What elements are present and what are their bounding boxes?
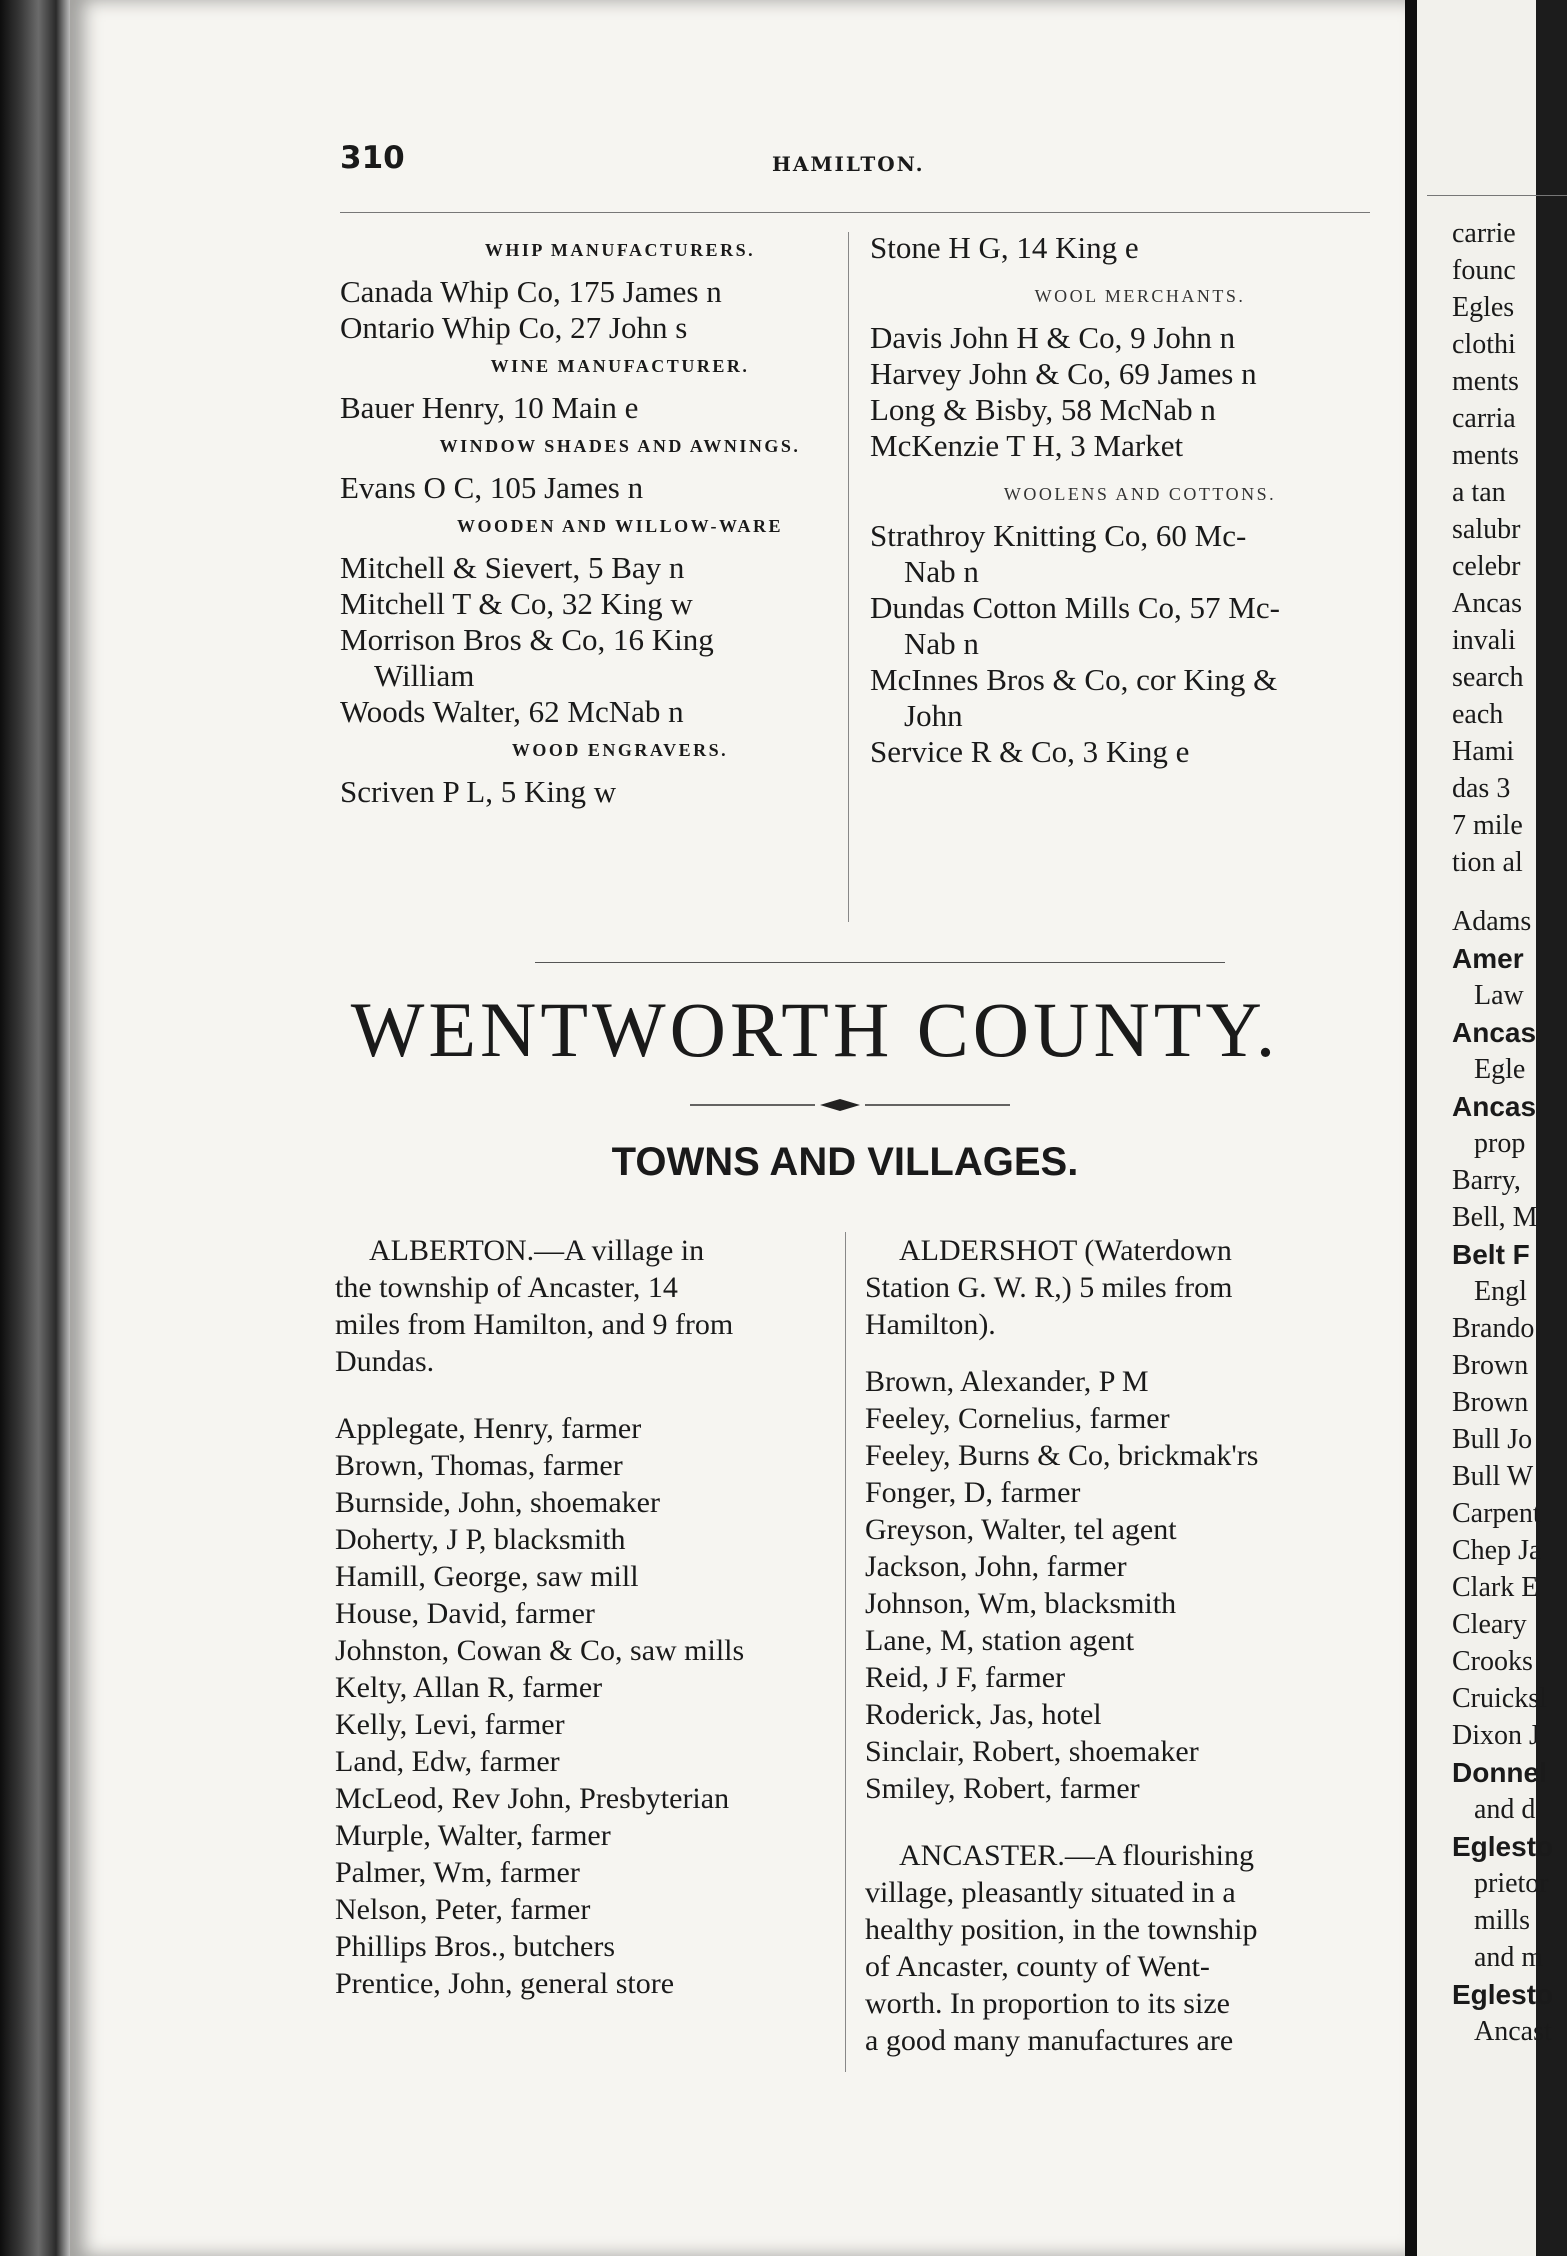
section-heading: WINE MANUFACTURER. (490, 356, 750, 376)
next-page-line: Ancas (1452, 588, 1522, 619)
next-page-line: Law (1474, 980, 1524, 1011)
next-page-line: Engl (1474, 1276, 1527, 1307)
next-page-line: Brown (1452, 1387, 1529, 1418)
next-page-line: Chep Ja (1452, 1535, 1542, 1566)
book-binding (0, 0, 70, 2256)
resident-entry: Applegate, Henry, farmer (335, 1412, 642, 1445)
next-page-line: prietor (1474, 1868, 1549, 1899)
directory-entry-continued: Nab n (904, 554, 979, 589)
next-page-line: search (1452, 662, 1524, 693)
resident-entry: Sinclair, Robert, shoemaker (865, 1735, 1199, 1768)
next-page-line: salubr (1452, 514, 1521, 545)
next-page-line: ments (1452, 440, 1519, 471)
next-page-line: a tan (1452, 477, 1506, 508)
alberton-intro-line: ALBERTON.—A village in (369, 1234, 705, 1267)
left-column (340, 230, 900, 810)
next-page-line: founc (1452, 255, 1516, 286)
section-rule (535, 962, 1225, 963)
directory-entry: Dundas Cotton Mills Co, 57 Mc- (870, 590, 1280, 625)
resident-entry: Feeley, Cornelius, farmer (865, 1402, 1170, 1435)
ancaster-intro-line: village, pleasantly situated in a (865, 1876, 1236, 1909)
next-page-line: and m (1474, 1942, 1544, 1973)
aldershot-intro-line: Station G. W. R,) 5 miles from (865, 1271, 1233, 1304)
section-heading: WOODEN AND WILLOW-WARE (456, 516, 784, 536)
section-heading: WINDOW SHADES AND AWNINGS. (439, 436, 801, 456)
ornament-divider (690, 1095, 1010, 1115)
alberton-intro-line: miles from Hamilton, and 9 from (335, 1308, 734, 1341)
directory-entry: Mitchell & Sievert, 5 Bay n (340, 550, 685, 585)
directory-entry: Davis John H & Co, 9 John n (870, 320, 1236, 355)
resident-entry: Prentice, John, general store (335, 1967, 675, 2000)
next-page-line: Clark E (1452, 1572, 1539, 1603)
next-page-lines (1452, 215, 1553, 2050)
directory-entry: Long & Bisby, 58 McNab n (870, 392, 1216, 427)
section-whip (340, 236, 900, 346)
page-gutter (1405, 0, 1417, 2256)
next-page-line: prop (1474, 1128, 1526, 1159)
next-page-line: and d (1474, 1794, 1536, 1825)
ancaster-intro-line: a good many manufactures are (865, 2024, 1234, 2057)
next-page-line: Brown (1452, 1350, 1529, 1381)
section-window-shades (340, 432, 900, 506)
resident-entry: Feeley, Burns & Co, brickmak'rs (865, 1439, 1259, 1472)
next-page-line: tion al (1452, 847, 1523, 878)
aldershot-section (865, 1232, 1405, 2059)
resident-entry: Doherty, J P, blacksmith (335, 1523, 626, 1556)
resident-entry: Smiley, Robert, farmer (865, 1772, 1140, 1805)
directory-entry-continued: Nab n (904, 626, 979, 661)
next-page-line: ments (1452, 366, 1519, 397)
directory-entry: Morrison Bros & Co, 16 King (340, 622, 714, 657)
resident-entry: Brown, Thomas, farmer (335, 1449, 623, 1482)
next-page-line: invali (1452, 625, 1516, 656)
next-page-line: Ancas (1452, 1017, 1537, 1048)
next-page-line: Ancas (1452, 1091, 1537, 1122)
next-page-line: Bull W (1452, 1461, 1534, 1492)
directory-entry: Scriven P L, 5 King w (340, 774, 617, 809)
resident-entry: Johnson, Wm, blacksmith (865, 1587, 1177, 1620)
next-page-line: carria (1452, 403, 1516, 434)
resident-entry: Johnston, Cowan & Co, saw mills (335, 1634, 745, 1667)
next-page-line: Cruicksl (1452, 1683, 1547, 1714)
aldershot-intro-line: ALDERSHOT (Waterdown (899, 1234, 1232, 1267)
directory-entry: McKenzie T H, 3 Market (870, 428, 1184, 463)
resident-entry: House, David, farmer (335, 1597, 595, 1630)
right-column (870, 230, 1410, 770)
resident-entry: Kelty, Allan R, farmer (335, 1671, 603, 1704)
resident-entry: Kelly, Levi, farmer (335, 1708, 565, 1741)
ancaster-intro-line: worth. In proportion to its size (865, 1987, 1230, 2020)
resident-entry: Brown, Alexander, P M (865, 1365, 1149, 1398)
resident-entry: Greyson, Walter, tel agent (865, 1513, 1177, 1546)
next-page-line: mills (1474, 1905, 1531, 1936)
directory-entry: Evans O C, 105 James n (340, 470, 644, 505)
next-page-line: Barry, (1452, 1165, 1521, 1196)
section-woolens-cottons (870, 480, 1410, 770)
section-heading: WOOLENS AND COTTONS. (1003, 484, 1277, 504)
aldershot-intro-line: Hamilton). (865, 1308, 996, 1341)
next-page-line: each (1452, 699, 1504, 730)
alberton-intro-line: Dundas. (335, 1345, 435, 1378)
book-page (70, 0, 1405, 2256)
next-page-line: Eglesto (1452, 1979, 1554, 2010)
directory-entry-continued: William (374, 658, 475, 693)
section-wooden-ware (340, 512, 900, 730)
next-page-fragment (1417, 0, 1554, 2256)
directory-entry: McInnes Bros & Co, cor King & (870, 662, 1278, 697)
next-page-line: Ancast (1474, 2016, 1552, 2047)
aldershot-residents (865, 1363, 1405, 1807)
resident-entry: Phillips Bros., butchers (335, 1930, 616, 1963)
resident-entry: Burnside, John, shoemaker (335, 1486, 660, 1519)
next-page-line: Eglesto (1452, 1831, 1554, 1862)
alberton-section (335, 1232, 845, 2002)
ancaster-intro-line: healthy position, in the township (865, 1913, 1258, 1946)
resident-entry: Murple, Walter, farmer (335, 1819, 611, 1852)
resident-entry: Lane, M, station agent (865, 1624, 1135, 1657)
next-page-line: Adams (1452, 906, 1532, 937)
section-wool-merchants (870, 282, 1410, 464)
directory-entry: Stone H G, 14 King e (870, 230, 1139, 265)
directory-entry: Woods Walter, 62 McNab n (340, 694, 684, 729)
resident-entry: Land, Edw, farmer (335, 1745, 560, 1778)
next-page-line: Crooks (1452, 1646, 1533, 1677)
directory-entry: Bauer Henry, 10 Main e (340, 390, 639, 425)
directory-entry: Service R & Co, 3 King e (870, 734, 1190, 769)
resident-entry: McLeod, Rev John, Presbyterian (335, 1782, 730, 1815)
ancaster-intro-line: ANCASTER.—A flourishing (899, 1839, 1255, 1872)
next-page-line: Egle (1474, 1054, 1526, 1085)
next-page-line: Donnel (1452, 1757, 1547, 1788)
resident-entry: Jackson, John, farmer (865, 1550, 1127, 1583)
running-title: HAMILTON. (772, 152, 925, 176)
alberton-residents (335, 1410, 845, 2002)
page-number: 310 (340, 140, 405, 176)
next-page-line: das 3 (1452, 773, 1511, 804)
next-page-line: carrie (1452, 218, 1516, 249)
next-page-line: Hami (1452, 736, 1515, 767)
header-rule (340, 212, 1370, 213)
next-page-line: celebr (1452, 551, 1521, 582)
section-heading: WOOD ENGRAVERS. (511, 740, 729, 760)
ancaster-intro (865, 1837, 1405, 2059)
next-page-rule (1427, 195, 1567, 196)
next-page-line: Egles (1452, 292, 1515, 323)
resident-entry: Fonger, D, farmer (865, 1476, 1081, 1509)
next-page-line: 7 mile (1452, 810, 1523, 841)
county-title: WENTWORTH COUNTY. (350, 986, 1280, 1073)
alberton-intro-line: the township of Ancaster, 14 (335, 1271, 678, 1304)
towns-villages-heading: TOWNS AND VILLAGES. (611, 1140, 1079, 1184)
resident-entry: Roderick, Jas, hotel (865, 1698, 1102, 1731)
section-wood-engravers (340, 736, 900, 810)
resident-entry: Reid, J F, farmer (865, 1661, 1066, 1694)
next-page-line: Brando (1452, 1313, 1535, 1344)
next-page-line: Bell, M (1452, 1202, 1538, 1233)
next-page-line: Cleary (1452, 1609, 1527, 1640)
next-page-line: Bull Jo (1452, 1424, 1533, 1455)
next-page-line: clothi (1452, 329, 1516, 360)
column-divider (848, 232, 849, 922)
section-heading: WHIP MANUFACTURERS. (484, 240, 756, 260)
next-page-line: Dixon J (1452, 1720, 1540, 1751)
next-page-line: Belt F (1452, 1239, 1530, 1270)
directory-entry: Mitchell T & Co, 32 King w (340, 586, 693, 621)
section-heading: WOOL MERCHANTS. (1034, 286, 1246, 306)
column-divider (845, 1232, 846, 2072)
directory-entry-continued: John (904, 698, 963, 733)
next-page-line: Carpent (1452, 1498, 1541, 1529)
resident-entry: Palmer, Wm, farmer (335, 1856, 580, 1889)
directory-entry: Harvey John & Co, 69 James n (870, 356, 1257, 391)
ancaster-intro-line: of Ancaster, county of Went- (865, 1950, 1210, 1983)
next-page-line: Amer (1452, 943, 1524, 974)
resident-entry: Hamill, George, saw mill (335, 1560, 639, 1593)
resident-entry: Nelson, Peter, farmer (335, 1893, 591, 1926)
section-wine (340, 352, 900, 426)
directory-entry: Strathroy Knitting Co, 60 Mc- (870, 518, 1247, 553)
directory-entry: Ontario Whip Co, 27 John s (340, 310, 688, 345)
directory-entry: Canada Whip Co, 175 James n (340, 274, 722, 309)
